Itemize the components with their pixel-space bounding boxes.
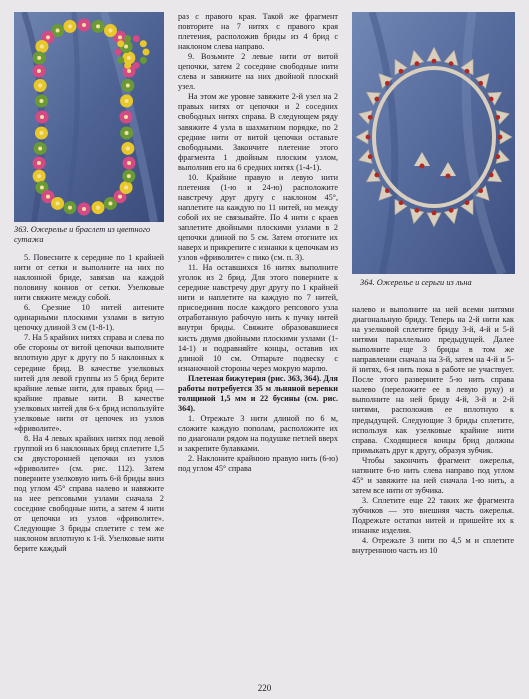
red-bead xyxy=(495,115,500,120)
paragraph: 5. Повесните к середине по 1 крайней нити от сетки и выполните на них по наклонной бриде, завязав на каждой половину коннов от сетки. Узелковые нити свяжите между собой. xyxy=(14,253,164,303)
paragraph: На этом же уровне завяжите 2-й узел на 2 правых нитях от цепочки и 2 соседних свободных нитях справа. В следующем ряду завяжите 4 узла в шахматном порядке, по 2 средние нити от витой цепочки оставьте свободными. Закончите плетение этого фрагмента 1 двойным плоским узлом, выполнив его на 6 средних нитях (1-4-1). xyxy=(178,92,338,172)
red-bead xyxy=(399,69,404,74)
photo-necklace-bracelet-soutache xyxy=(14,12,164,222)
bracelet-bead xyxy=(124,35,131,42)
red-bead xyxy=(385,81,390,86)
red-bead xyxy=(489,173,494,178)
flower-center xyxy=(118,195,122,199)
red-bead xyxy=(478,188,483,193)
bracelet-bead xyxy=(124,62,131,69)
earring-bead xyxy=(446,174,451,179)
red-bead xyxy=(498,135,503,140)
red-bead xyxy=(489,97,494,102)
flower-center xyxy=(40,45,44,49)
paragraph: 7. На 5 крайних нитях справа и слева по обе стороны от витой цепочки выполните вплотную друг к другу по 5 наклонных к середине брид. В качестве узелковых нитей для левой группы из 5 брид берите крайние левые нити, для правых брид — крайние правые нити. В качестве узелковых нитей для 6-х брид используйте узелковые нити от цепочек из узлов «фриволите». xyxy=(14,333,164,433)
flower-center xyxy=(124,185,128,189)
paragraph: 10. Крайние правую и левую нити плетения (1-ю и 24-ю) расположите навстречу друг другу с наклоном 45°, наплетите на каждую по 11 нитей, но между собой их не связывайте. По 4 нити с краев заплетите двойными плоскими узлами в 2 цепочки длиной по 5 см. Затем отогните их наверх и прикрепите с изнанки к цепочкам из узлов «фриволите» с пико (см. п. 3). xyxy=(178,172,338,263)
flower-center xyxy=(37,174,41,178)
red-bead xyxy=(415,208,420,213)
red-bead xyxy=(368,115,373,120)
paragraph: 8. На 4 левых крайних нитях под левой группой из 6 наклонных брид сплетите 1,5 см двусторонней цепочки из узлов «фриволите» (см. рис. 112). Затем поверните узелковую нить 6-й бриды вниз под углом 45° справа налево и навяжите на нее репсовыми узлами сначала 2 соседние свободные нити, а затем 4 нити от цепочки из узлов «фриволите». Следующие 3 бриды сплетите с тем же наклоном вплотную к 1-й. Узелковые нити берите каждый xyxy=(14,433,164,554)
photo-linen-necklace-earrings xyxy=(352,12,515,274)
flower-center xyxy=(38,84,42,88)
paragraph: 9. Возьмите 2 левые нити от витой цепочки, затем 2 соседние свободные нити слева и завяжите на них двойной плоский узел. xyxy=(178,52,338,92)
text-column-3 xyxy=(352,305,514,556)
paragraph: налево и выполните на ней всеми нитями диагональную бриду. Теперь на 2-й нити как на узелковой сплетите бриду 3-й, 4-й и 5-й нитями параллельно предыдущей. Далее выполните еще 3 бриды в том же направлении сначала на 3-й, затем на 4-й и 5-й нитях, 6-я нить пока в работе не участвует. После этого разверните 5-ю нить справа налево (переложите ее в левую руку) и выполните на ней бриду 4-й, 3-й и 2-й нитями, расположив ее вплотную к предыдущей. Следующие 3 бриды сплетите, используя как узелковые крайние нити справа. Сходящиеся концы брид должны примыкать друг к другу, образуя зубчик. xyxy=(352,305,514,455)
flower-center xyxy=(38,146,42,150)
flower-center xyxy=(125,131,129,135)
red-bead xyxy=(374,97,379,102)
flower-center xyxy=(39,131,43,135)
caption-photo-364: 364. Ожерелье и серьги из льна xyxy=(360,278,472,287)
flower-center xyxy=(126,146,130,150)
flower-center xyxy=(127,56,131,60)
flower-center xyxy=(40,115,44,119)
paragraph: 3. Сплетите еще 22 таких же фрагмента зубчиков — это внешняя часть ожерелья. Подрежьте остатки нитей и пришейте их к изнанке изделия. xyxy=(352,495,514,536)
flower-center xyxy=(118,35,122,39)
flower-center xyxy=(124,45,128,49)
flower-center xyxy=(125,99,129,103)
earring-bead xyxy=(420,164,425,169)
red-bead xyxy=(478,81,483,86)
flower-center xyxy=(37,161,41,165)
flower-center xyxy=(96,206,100,210)
flower-center xyxy=(108,29,112,33)
red-bead xyxy=(465,200,470,205)
paragraph: 2. Наклоните крайнюю правую нить (6-ю) под углом 45° справа xyxy=(178,454,338,474)
flower-center xyxy=(127,69,131,73)
red-bead xyxy=(432,211,437,216)
red-bead xyxy=(366,135,371,140)
flower-center xyxy=(56,201,60,205)
flower-center xyxy=(46,195,50,199)
paragraph: 11. На оставшихся 16 нитях выполните уголок из 2 брид. Для этого поверните к середине навстречу друг другу по 1 крайней нити и наплетите на каждую по 7 нитей, присоединив после каждого репсового узла отработанную рабочую нить к пучку нитей внутри бриды. Свяжите образовавшиеся кисть двумя двойными плоскими узлами (1-14-1) и подравняйте концы, оставив их длиной 10 см. Отпарьте подвеску с изнаночной стороны через мокрую марлю. xyxy=(178,263,338,373)
red-bead xyxy=(449,208,454,213)
flower-center xyxy=(39,99,43,103)
flower-center xyxy=(96,24,100,28)
red-bead xyxy=(495,154,500,159)
bracelet-bead xyxy=(133,62,140,69)
caption-photo-363: 363. Ожерелье и браслет из цветного сутажа xyxy=(14,225,151,244)
page-number: 220 xyxy=(257,683,272,693)
red-bead xyxy=(368,154,373,159)
paragraph: раз с правого края. Такой же фрагмент повторите на 7 нитях с правого края плетения, расположив бриды из 4 брид с наклоном слева направо. xyxy=(178,12,338,52)
bracelet-bead xyxy=(133,35,140,42)
flower-center xyxy=(37,69,41,73)
flower-center xyxy=(108,201,112,205)
bracelet-bead xyxy=(117,40,124,47)
flower-center xyxy=(127,174,131,178)
flower-center xyxy=(46,35,50,39)
text-column-2 xyxy=(178,12,338,474)
flower-center xyxy=(82,207,86,211)
red-bead xyxy=(465,69,470,74)
bracelet-bead xyxy=(143,49,150,56)
bracelet-bead xyxy=(117,57,124,64)
red-bead xyxy=(399,200,404,205)
flower-center xyxy=(124,115,128,119)
red-bead xyxy=(385,188,390,193)
red-bead xyxy=(432,59,437,64)
flower-center xyxy=(126,84,130,88)
paragraph: Чтобы закончить фрагмент ожерелья, натяните 6-ю нить слева направо под углом 45° и завяжите на ней сначала 1-ю нить, а затем все нити от зубчика. xyxy=(352,455,514,495)
flower-center xyxy=(68,24,72,28)
bracelet-bead xyxy=(140,40,147,47)
flower-center xyxy=(127,161,131,165)
flower-center xyxy=(82,23,86,27)
flower-center xyxy=(68,206,72,210)
paragraph: 6. Срезние 10 нитей антените одинарными плоскими узлами в витую цепочку длиной 3 см (1-8-1). xyxy=(14,303,164,333)
paragraph: 1. Отрежьте 3 нити длиной по 6 м, сложите каждую пополам, расположите их по диагонали рядом на подушке петлей вверх и закрепите булавками. xyxy=(178,413,338,454)
red-bead xyxy=(374,173,379,178)
text-column-1 xyxy=(14,253,164,554)
red-bead xyxy=(415,61,420,66)
flower-center xyxy=(56,29,60,33)
flower-center xyxy=(37,56,41,60)
section-heading-paragraph: Плетеная бижутерия (рис. 363, 364). Для работы потребуется 35 м льняной веревки толщиной 1,5 мм и 22 бусины (см. рис. 364). xyxy=(178,373,338,413)
bracelet-bead xyxy=(140,57,147,64)
paragraph: 4. Отрежьте 3 нити по 4,5 м и сплетите внутреннюю часть из 10 xyxy=(352,536,514,556)
flower-center xyxy=(40,185,44,189)
red-bead xyxy=(449,61,454,66)
bracelet-bead xyxy=(115,49,122,56)
